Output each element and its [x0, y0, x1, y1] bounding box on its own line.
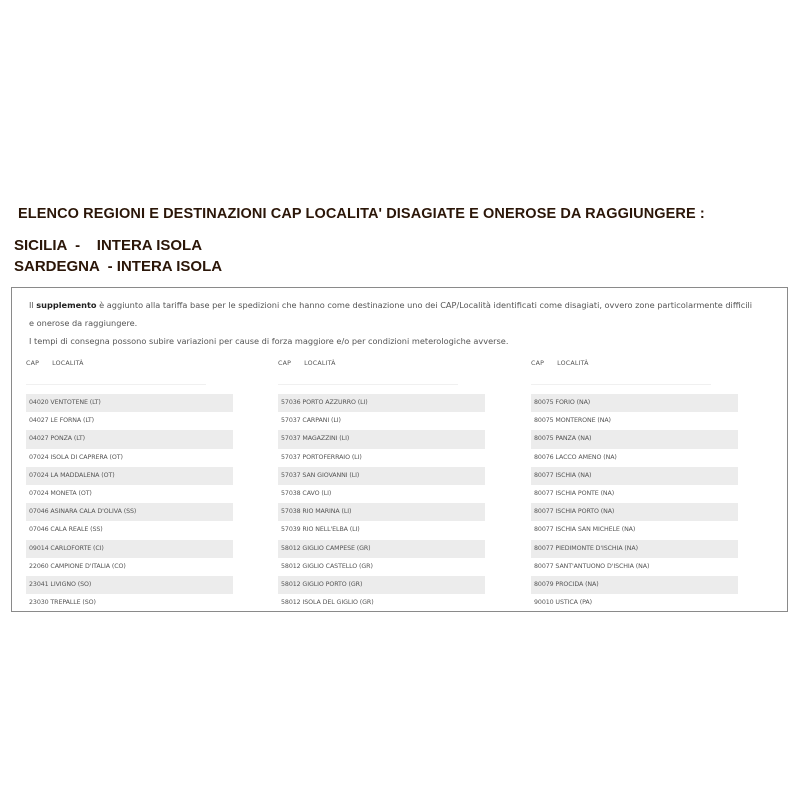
- intro-text: è aggiunto alla tariffa base per le spedizioni che hanno come destinazione uno dei CAP/Località identificati come disagiati, ovvero zone particolarmente difficili: [96, 300, 753, 310]
- header-localita: LOCALITÀ: [557, 360, 589, 367]
- location-rows: [531, 394, 738, 612]
- intro-line-2: e onerose da raggiungere.: [29, 318, 138, 328]
- location-row: 58012 GIGLIO CASTELLO (GR): [281, 562, 373, 570]
- location-row: 22060 CAMPIONE D'ITALIA (CO): [29, 562, 126, 570]
- location-row: 57037 PORTOFERRAIO (LI): [281, 453, 362, 461]
- locations-column-3: [531, 360, 738, 612]
- location-row: 80077 ISCHIA SAN MICHELE (NA): [534, 526, 636, 534]
- intro-line-3: I tempi di consegna possono subire variazioni per cause di forza maggiore e/o per condizioni meterologiche avverse.: [29, 336, 509, 346]
- header-cap: CAP: [278, 360, 292, 367]
- supplement-keyword: supplemento: [36, 300, 97, 310]
- location-row: 23030 TREPALLE (SO): [29, 599, 96, 607]
- location-row: 09014 CARLOFORTE (CI): [26, 540, 233, 558]
- intro-text: Il: [29, 300, 37, 310]
- location-row: 80077 ISCHIA PONTE (NA): [534, 489, 615, 497]
- location-row: 57039 RIO NELL'ELBA (LI): [281, 526, 360, 534]
- column-header: [26, 360, 233, 372]
- header-cap: CAP: [26, 360, 40, 367]
- location-row: 57036 PORTO AZZURRO (LI): [278, 394, 485, 412]
- locations-column-2: [278, 360, 485, 612]
- location-rows: [26, 394, 233, 612]
- location-row: 80077 ISCHIA PORTO (NA): [531, 503, 738, 521]
- header-divider: [278, 384, 458, 385]
- header-localita: LOCALITÀ: [304, 360, 336, 367]
- region-sardegna: SARDEGNA - INTERA ISOLA: [14, 258, 223, 275]
- location-row: 80075 PANZA (NA): [531, 430, 738, 448]
- location-rows: [278, 394, 485, 612]
- location-row: 58012 ISOLA DEL GIGLIO (GR): [281, 599, 374, 607]
- column-header: [278, 360, 485, 372]
- location-row: 04027 LE FORNA (LT): [29, 417, 94, 425]
- region-sicilia: SICILIA - INTERA ISOLA: [14, 237, 203, 254]
- location-row: 80077 PIEDIMONTE D'ISCHIA (NA): [531, 540, 738, 558]
- location-row: 07024 LA MADDALENA (OT): [26, 467, 233, 485]
- location-row: 57037 CARPANI (LI): [281, 417, 341, 425]
- location-row: 57037 MAGAZZINI (LI): [278, 430, 485, 448]
- location-row: 57038 CAVO (LI): [281, 489, 332, 497]
- location-row: 07024 MONETA (OT): [29, 489, 92, 497]
- header-divider: [26, 384, 206, 385]
- location-row: 80077 SANT'ANTUONO D'ISCHIA (NA): [534, 562, 650, 570]
- location-row: 80076 LACCO AMENO (NA): [534, 453, 617, 461]
- location-row: 57038 RIO MARINA (LI): [278, 503, 485, 521]
- location-row: 80079 PROCIDA (NA): [531, 576, 738, 594]
- location-row: 80075 MONTERONE (NA): [534, 417, 611, 425]
- header-divider: [531, 384, 711, 385]
- column-header: [531, 360, 738, 372]
- intro-line-1: [29, 296, 779, 314]
- location-row: 80075 FORIO (NA): [531, 394, 738, 412]
- location-row: 57037 SAN GIOVANNI (LI): [278, 467, 485, 485]
- location-row: 07046 CALA REALE (SS): [29, 526, 103, 534]
- supplement-description: [29, 296, 779, 350]
- location-row: 58012 GIGLIO PORTO (GR): [278, 576, 485, 594]
- page-title: ELENCO REGIONI E DESTINAZIONI CAP LOCALITA' DISAGIATE E ONEROSE DA RAGGIUNGERE :: [18, 206, 705, 222]
- locations-column-1: [26, 360, 233, 612]
- location-row: 04020 VENTOTENE (LT): [26, 394, 233, 412]
- header-cap: CAP: [531, 360, 545, 367]
- supplement-panel: [11, 287, 788, 612]
- header-localita: LOCALITÀ: [52, 360, 84, 367]
- location-row: 58012 GIGLIO CAMPESE (GR): [278, 540, 485, 558]
- location-row: 23041 LIVIGNO (SO): [26, 576, 233, 594]
- location-row: 04027 PONZA (LT): [26, 430, 233, 448]
- location-row: 80077 ISCHIA (NA): [531, 467, 738, 485]
- location-row: 07046 ASINARA CALA D'OLIVA (SS): [26, 503, 233, 521]
- location-row: 90010 USTICA (PA): [534, 599, 592, 607]
- location-row: 07024 ISOLA DI CAPRERA (OT): [29, 453, 123, 461]
